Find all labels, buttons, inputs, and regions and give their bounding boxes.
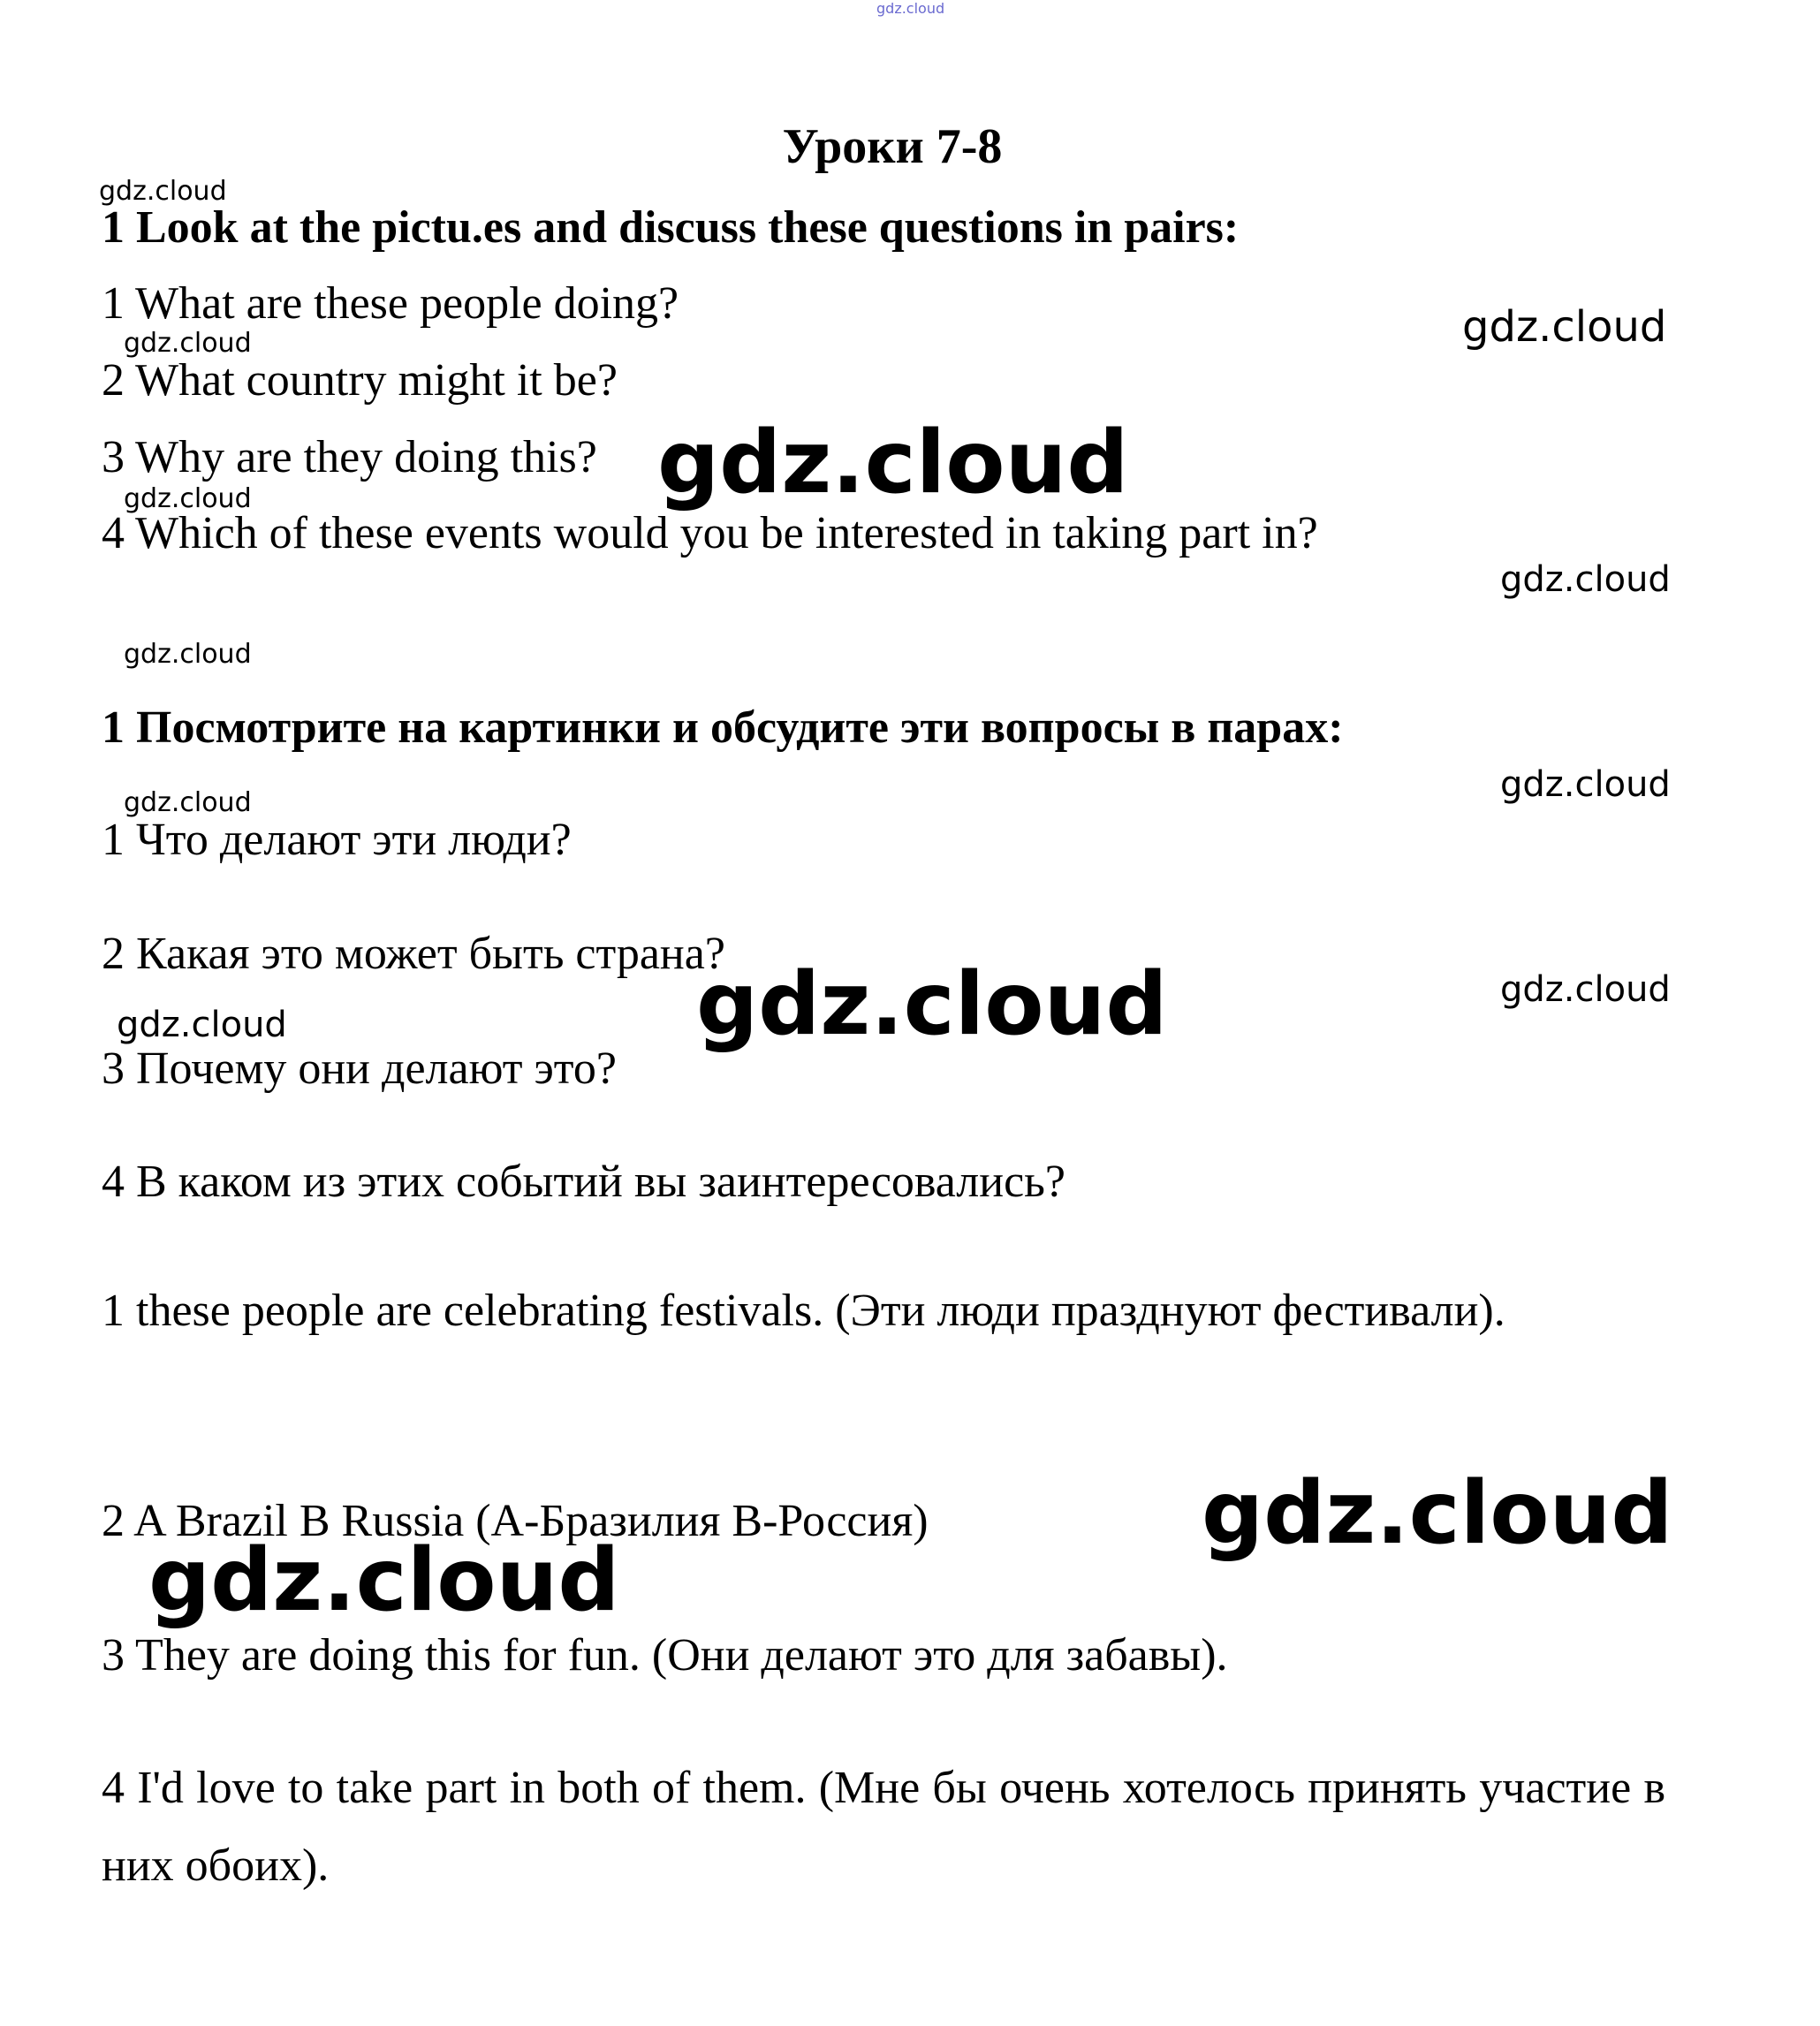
task-en-heading: 1 Look at the pictu.es and discuss these questions in pairs: xyxy=(102,202,1240,253)
watermark: gdz.cloud xyxy=(1500,559,1671,600)
watermark: gdz.cloud xyxy=(1500,764,1671,805)
watermark: gdz.cloud xyxy=(124,787,252,818)
watermark: gdz.cloud xyxy=(1500,969,1671,1010)
watermark: gdz.cloud xyxy=(657,413,1129,513)
task-en-question-3: 3 Why are they doing this? xyxy=(102,432,597,482)
watermark-top: gdz.cloud xyxy=(876,0,945,17)
task-en-question-4: 4 Which of these events would you be interested in taking part in? xyxy=(102,508,1318,558)
task-en-question-1: 1 What are these people doing? xyxy=(102,278,679,329)
watermark: gdz.cloud xyxy=(1462,302,1667,352)
task-ru-question-3: 3 Почему они делают это? xyxy=(102,1043,617,1094)
watermark: gdz.cloud xyxy=(124,639,252,670)
watermark: gdz.cloud xyxy=(148,1530,620,1631)
task-ru-question-4: 4 В каком из этих событий вы заинтересовались? xyxy=(102,1157,1065,1207)
answer-3: 3 They are doing this for fun. (Они делают это для забавы). xyxy=(102,1630,1228,1681)
watermark: gdz.cloud xyxy=(99,176,227,207)
page-title: Уроки 7-8 xyxy=(782,119,1003,174)
task-ru-question-2: 2 Какая это может быть страна? xyxy=(102,929,725,979)
watermark: gdz.cloud xyxy=(696,954,1168,1055)
watermark: gdz.cloud xyxy=(124,483,252,514)
watermark: gdz.cloud xyxy=(1202,1463,1673,1564)
task-ru-heading: 1 Посмотрите на картинки и обсудите эти вопросы в парах: xyxy=(102,702,1344,753)
watermark: gdz.cloud xyxy=(117,1005,287,1045)
answer-2: 2 A Brazil B Russia (А-Бразилия В-Россия) xyxy=(102,1496,929,1546)
answer-1: 1 these people are celebrating festivals. (Эти люди празднуют фестивали). xyxy=(102,1286,1505,1336)
task-en-question-2: 2 What country might it be? xyxy=(102,355,618,406)
answer-4: 4 I'd love to take part in both of them. (Мне бы очень хотелось принять участие в них обоих). xyxy=(102,1763,1665,1891)
task-ru-question-1: 1 Что делают эти люди? xyxy=(102,815,572,865)
watermark: gdz.cloud xyxy=(124,328,252,359)
